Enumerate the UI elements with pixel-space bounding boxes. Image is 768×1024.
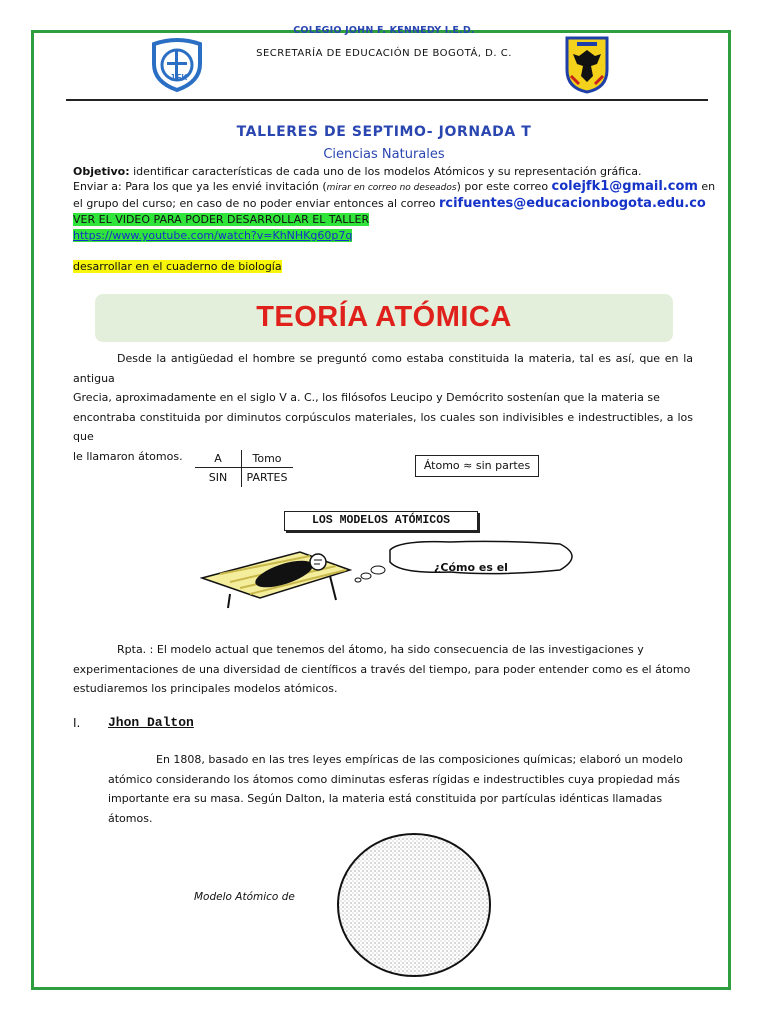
intro-line: encontraba constituida por diminutos corpúsculos materiales, los cuales son indivisibles e indestructibles, a los que — [73, 410, 693, 443]
video-instruction — [73, 212, 369, 227]
send-line-2 — [73, 196, 706, 211]
etymology-a: A — [214, 452, 222, 465]
subject-title: Ciencias Naturales — [323, 147, 445, 162]
dalton-line: En 1808, basado en las tres leyes empíricas de las composiciones químicas; elaboró un modelo — [156, 753, 683, 766]
intro-line: le llamaron átomos. — [73, 449, 183, 463]
etymology-partes: PARTES — [246, 471, 288, 484]
models-title: LOS MODELOS ATÓMICOS — [284, 511, 478, 531]
answer-line: Rpta. : El modelo actual que tenemos del átomo, ha sido consecuencia de las investigaciones y — [117, 643, 644, 656]
notebook-line — [73, 259, 282, 274]
objective-label: Objetivo: — [73, 165, 130, 178]
header-divider — [66, 99, 708, 101]
intro-paragraph — [73, 349, 693, 466]
answer-paragraph — [73, 640, 693, 699]
answer-line: experimentaciones de una diversidad de científicos a través del tiempo, para poder entender como es el átomo — [73, 662, 691, 676]
dalton-line: atómico considerando los átomos como diminutas esferas rígidas e indestructibles cuya propiedad más — [108, 772, 680, 786]
dalton-figure-caption: Modelo Atómico de — [194, 891, 295, 903]
etymology-table — [195, 450, 295, 488]
email-link-1[interactable]: colejfk1@gmail.com — [551, 179, 698, 194]
thought-bubble-text: ¿Cómo es el — [434, 561, 508, 574]
bogota-coat-of-arms-icon — [565, 36, 609, 94]
send-middle: ) por este correo — [456, 180, 552, 193]
send-line-1 — [73, 179, 716, 196]
talleres-title: TALLERES DE SEPTIMO- JORNADA T — [236, 124, 532, 140]
dalton-sphere-icon — [334, 830, 494, 980]
intro-line: Desde la antigüedad el hombre se preguntó como estaba constituida la materia, tal es así, que en la antigua — [73, 352, 693, 385]
send-note: mirar en correo no deseados — [326, 183, 457, 193]
section-numeral: I. — [73, 716, 81, 730]
thinking-figure-illustration — [200, 540, 580, 610]
answer-line: estudiaremos los principales modelos atómicos. — [73, 682, 338, 695]
school-name: COLEGIO JOHN F. KENNEDY I.E.D. — [293, 25, 475, 36]
atom-meaning-box: Átomo ≈ sin partes — [415, 455, 539, 477]
send-suffix: en — [697, 180, 716, 193]
video-link-line — [73, 228, 352, 243]
table-h-line — [195, 467, 293, 468]
send-prefix: Enviar a: Para los que ya les envié invitación ( — [73, 180, 327, 193]
youtube-link[interactable]: https://www.youtube.com/watch?v=KhNHKg60p7q — [73, 229, 353, 242]
video-label: VER EL VIDEO PARA PODER DESARROLLAR EL TALLER — [73, 213, 370, 226]
secretaria-line: SECRETARÍA DE EDUCACIÓN DE BOGOTÁ, D. C. — [256, 48, 512, 59]
objective-line — [73, 164, 703, 179]
etymology-tomo: Tomo — [252, 452, 282, 465]
intro-line: Grecia, aproximadamente en el siglo V a. C., los filósofos Leucipo y Demócrito sostenían que la materia se — [73, 391, 660, 404]
main-title: TEORÍA ATÓMICA — [256, 301, 512, 333]
school-logo-icon — [146, 36, 208, 92]
notebook-instruction: desarrollar en el cuaderno de biología — [73, 260, 282, 273]
dalton-paragraph — [108, 750, 693, 828]
send-line2-text: el grupo del curso; en caso de no poder enviar entonces al correo — [73, 197, 439, 210]
objective-text: identificar características de cada uno de los modelos Atómicos y su representación gráfica. — [129, 165, 642, 178]
dalton-line: importante era su masa. Según Dalton, la materia está constituida por partículas idénticas llamadas átomos. — [108, 792, 663, 825]
etymology-sin: SIN — [208, 471, 228, 484]
email-link-2[interactable]: rcifuentes@educacionbogota.edu.co — [438, 196, 706, 211]
section-title-dalton: Jhon Dalton — [108, 715, 194, 730]
logo-text: J.FK — [170, 73, 188, 82]
